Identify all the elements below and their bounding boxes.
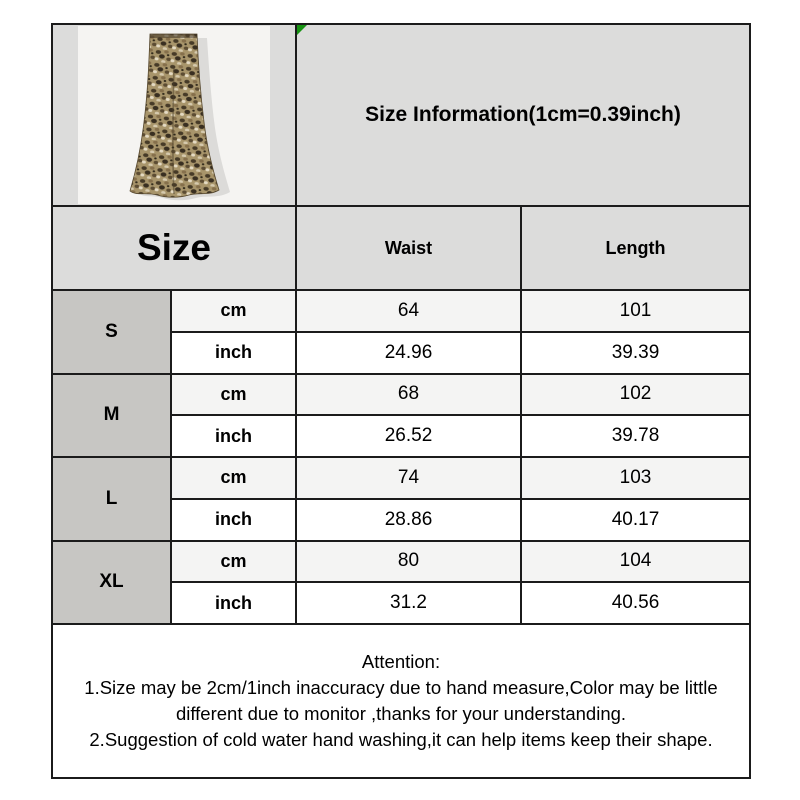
length-column-header: Length <box>521 206 750 290</box>
waist-value: 24.96 <box>296 332 521 374</box>
length-value: 103 <box>521 457 750 499</box>
green-corner-marker-icon <box>297 25 307 35</box>
waist-value: 28.86 <box>296 499 521 541</box>
size-label-s: S <box>52 290 171 374</box>
size-chart-table <box>51 23 751 779</box>
length-value: 104 <box>521 541 750 583</box>
size-column-header: Size <box>52 206 296 290</box>
unit-label: cm <box>171 290 296 332</box>
waist-value: 74 <box>296 457 521 499</box>
length-value: 101 <box>521 290 750 332</box>
length-value: 39.39 <box>521 332 750 374</box>
unit-label: inch <box>171 499 296 541</box>
length-value: 40.17 <box>521 499 750 541</box>
length-value: 40.56 <box>521 582 750 624</box>
product-photo <box>78 26 270 204</box>
unit-label: cm <box>171 541 296 583</box>
unit-label: inch <box>171 332 296 374</box>
waist-value: 68 <box>296 374 521 416</box>
unit-label: inch <box>171 415 296 457</box>
attention-note-1: 1.Size may be 2cm/1inch inaccuracy due to hand measure,Color may be little different due to monitor ,thanks for your understanding. <box>84 677 718 724</box>
size-chart-container <box>51 23 751 779</box>
waist-value: 64 <box>296 290 521 332</box>
size-label-xl: XL <box>52 541 171 625</box>
unit-label: cm <box>171 457 296 499</box>
unit-label: cm <box>171 374 296 416</box>
size-info-title: Size Information(1cm=0.39inch) <box>365 103 681 126</box>
size-label-m: M <box>52 374 171 458</box>
length-value: 39.78 <box>521 415 750 457</box>
length-value: 102 <box>521 374 750 416</box>
product-image-cell <box>52 24 296 206</box>
leopard-garment-image <box>78 26 270 204</box>
size-label-l: L <box>52 457 171 541</box>
attention-note-2: 2.Suggestion of cold water hand washing,it can help items keep their shape. <box>89 729 713 750</box>
waist-value: 80 <box>296 541 521 583</box>
waist-column-header: Waist <box>296 206 521 290</box>
unit-label: inch <box>171 582 296 624</box>
attention-cell <box>52 624 750 778</box>
waist-value: 31.2 <box>296 582 521 624</box>
size-info-header-cell <box>296 24 750 206</box>
attention-heading: Attention: <box>361 651 441 672</box>
waist-value: 26.52 <box>296 415 521 457</box>
